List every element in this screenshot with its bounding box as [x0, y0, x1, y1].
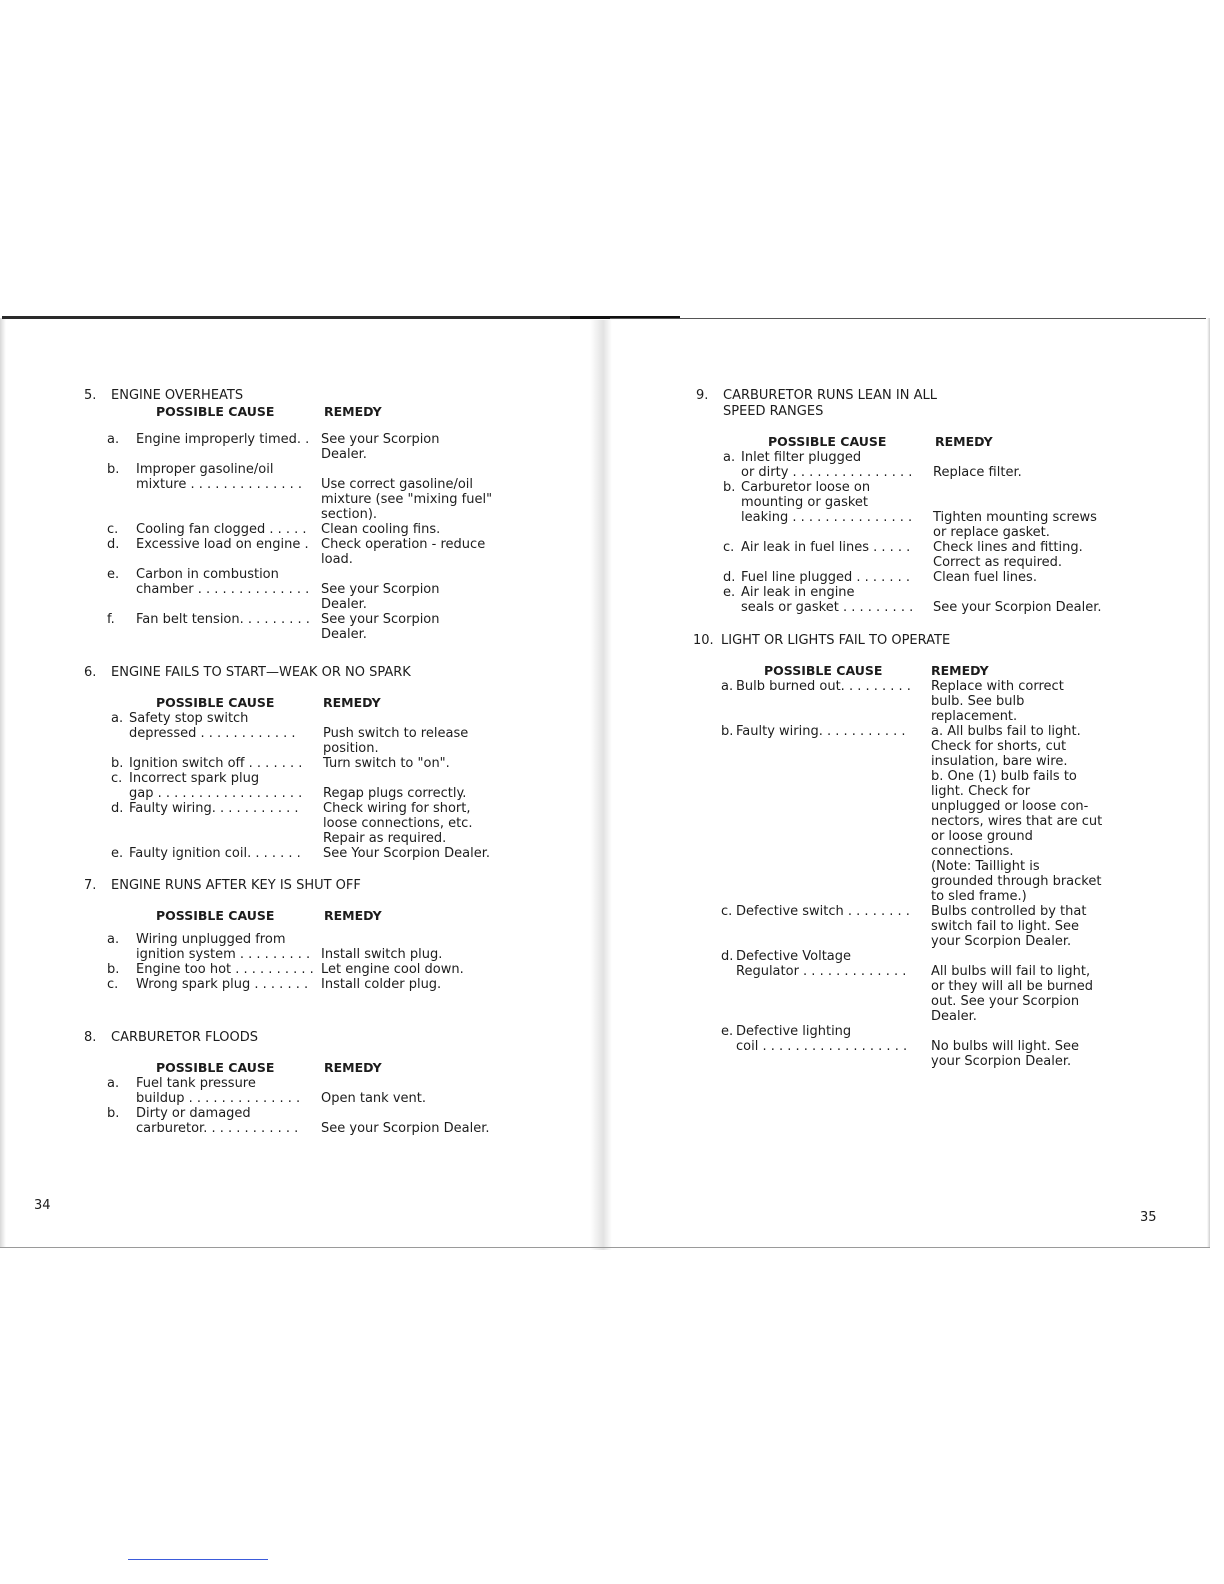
- remedy-text: [321, 1106, 490, 1136]
- troubleshooting-item: [693, 679, 1133, 724]
- item-letter: b.: [721, 724, 734, 739]
- cause-line: Ignition switch off . . . . . . .: [129, 756, 303, 771]
- troubleshooting-item: [84, 612, 524, 642]
- cause-line: depressed . . . . . . . . . . . .: [129, 726, 296, 741]
- cause-text: [136, 462, 302, 492]
- remedy-text: [321, 567, 440, 612]
- section-title-line2: SPEED RANGES: [723, 404, 824, 419]
- cause-text: [741, 570, 910, 585]
- section-6: [84, 665, 524, 861]
- remedy-header: REMEDY: [324, 908, 382, 923]
- cause-line: Fuel line plugged . . . . . . .: [741, 570, 911, 585]
- remedy-text: [321, 432, 440, 462]
- item-letter: c.: [107, 977, 119, 992]
- possible-cause-header: POSSIBLE CAUSE: [156, 404, 275, 419]
- remedy-line: position.: [323, 741, 379, 756]
- section-heading: [84, 1030, 524, 1046]
- spacer: [84, 420, 524, 432]
- item-letter: c.: [723, 540, 735, 555]
- remedy-line: Let engine cool down.: [321, 962, 464, 977]
- cause-text: [136, 567, 309, 597]
- remedy-line: [931, 949, 1093, 964]
- remedy-line: load.: [321, 552, 353, 567]
- item-letter: e.: [723, 585, 736, 600]
- remedy-line: Push switch to release: [323, 726, 469, 741]
- column-header-row: [84, 1060, 524, 1076]
- cause-line: buildup . . . . . . . . . . . . . .: [136, 1091, 301, 1106]
- remedy-line: [933, 480, 1097, 495]
- troubleshooting-item: [696, 570, 1136, 585]
- remedy-text: [931, 679, 1064, 724]
- item-letter: b.: [107, 462, 120, 477]
- section-number: 5.: [84, 388, 97, 403]
- section-7: [84, 878, 524, 992]
- possible-cause-header: POSSIBLE CAUSE: [764, 663, 883, 678]
- item-letter: d.: [111, 801, 124, 816]
- item-letter: d.: [107, 537, 120, 552]
- remedy-line: Replace with correct: [931, 679, 1064, 694]
- remedy-text: [323, 771, 466, 801]
- cause-text: [736, 1024, 907, 1054]
- section-title: CARBURETOR FLOODS: [111, 1030, 259, 1045]
- section-title: CARBURETOR RUNS LEAN IN ALL: [723, 388, 937, 403]
- remedy-line: Correct as required.: [933, 555, 1063, 570]
- remedy-line: or they will all be burned: [931, 979, 1093, 994]
- remedy-line: Check lines and fitting.: [933, 540, 1083, 555]
- troubleshooting-item: [84, 756, 524, 771]
- remedy-line: Clean cooling fins.: [321, 522, 441, 537]
- section-10: [693, 633, 1133, 1069]
- page-number-right: 35: [1140, 1210, 1157, 1225]
- bottom-rule: [0, 1247, 1210, 1248]
- cause-line: leaking . . . . . . . . . . . . . . .: [741, 510, 913, 525]
- remedy-text: [321, 462, 492, 522]
- cause-line: Cooling fan clogged . . . . .: [136, 522, 307, 537]
- cause-line: Wiring unplugged from: [136, 932, 286, 947]
- item-letter: d.: [723, 570, 736, 585]
- remedy-line: See Your Scorpion Dealer.: [323, 846, 491, 861]
- remedy-line: Bulbs controlled by that: [931, 904, 1087, 919]
- section-heading: [84, 665, 524, 681]
- remedy-line: Dealer.: [321, 597, 367, 612]
- top-rule-right: [610, 318, 1206, 319]
- cause-line: Fan belt tension. . . . . . . . .: [136, 612, 310, 627]
- possible-cause-header: POSSIBLE CAUSE: [156, 1060, 275, 1075]
- troubleshooting-item: [84, 1076, 524, 1106]
- cause-line: Safety stop switch: [129, 711, 249, 726]
- remedy-line: Install switch plug.: [321, 947, 443, 962]
- remedy-line: section).: [321, 507, 378, 522]
- cause-line: Air leak in fuel lines . . . . .: [741, 540, 911, 555]
- troubleshooting-item: [693, 949, 1133, 1024]
- remedy-line: or loose ground: [931, 829, 1033, 844]
- section-5: [84, 388, 524, 642]
- remedy-text: [323, 756, 450, 771]
- spacer: [84, 1046, 524, 1060]
- troubleshooting-item: [84, 537, 524, 567]
- section-title: ENGINE RUNS AFTER KEY IS SHUT OFF: [111, 878, 361, 893]
- cause-text: [741, 480, 912, 525]
- cause-text: [129, 846, 301, 861]
- item-letter: b.: [107, 1106, 120, 1121]
- item-letter: b.: [723, 480, 736, 495]
- section-heading: [84, 388, 524, 404]
- cause-line: Incorrect spark plug: [129, 771, 260, 786]
- cause-text: [736, 724, 906, 739]
- remedy-text: [321, 612, 440, 642]
- cause-line: Bulb burned out. . . . . . . . .: [736, 679, 911, 694]
- cause-line: Faulty wiring. . . . . . . . . . .: [736, 724, 906, 739]
- possible-cause-header: POSSIBLE CAUSE: [768, 434, 887, 449]
- spacer: [693, 649, 1133, 663]
- cause-text: [741, 540, 910, 555]
- troubleshooting-item: [693, 724, 1133, 904]
- remedy-header: REMEDY: [935, 434, 993, 449]
- remedy-text: [931, 1024, 1079, 1069]
- remedy-header: REMEDY: [931, 663, 989, 678]
- remedy-line: [931, 1024, 1079, 1039]
- section-title: LIGHT OR LIGHTS FAIL TO OPERATE: [721, 633, 951, 648]
- cause-text: [741, 450, 912, 480]
- remedy-line: [321, 1106, 490, 1121]
- remedy-line: Clean fuel lines.: [933, 570, 1037, 585]
- cause-line: Improper gasoline/oil: [136, 462, 274, 477]
- possible-cause-header: POSSIBLE CAUSE: [156, 695, 275, 710]
- remedy-line: Install colder plug.: [321, 977, 442, 992]
- troubleshooting-item: [693, 904, 1133, 949]
- remedy-text: [933, 480, 1097, 540]
- remedy-line: [933, 495, 1097, 510]
- remedy-line: switch fail to light. See: [931, 919, 1080, 934]
- column-header-row: [84, 404, 524, 420]
- remedy-text: [321, 932, 442, 962]
- cause-line: Defective lighting: [736, 1024, 852, 1039]
- remedy-line: or replace gasket.: [933, 525, 1050, 540]
- troubleshooting-item: [696, 585, 1136, 615]
- item-letter: c.: [721, 904, 733, 919]
- cause-text: [129, 756, 302, 771]
- cause-line: Defective switch . . . . . . . .: [736, 904, 910, 919]
- cause-line: Fuel tank pressure: [136, 1076, 256, 1091]
- remedy-line: [321, 932, 442, 947]
- section-number: 9.: [696, 388, 709, 403]
- remedy-line: nectors, wires that are cut: [931, 814, 1103, 829]
- remedy-line: [933, 585, 1102, 600]
- item-letter: b.: [111, 756, 124, 771]
- remedy-line: to sled frame.): [931, 889, 1027, 904]
- cause-line: Carbon in combustion: [136, 567, 279, 582]
- cause-text: [136, 522, 307, 537]
- section-number: 6.: [84, 665, 97, 680]
- section-title: ENGINE FAILS TO START—WEAK OR NO SPARK: [111, 665, 411, 680]
- item-letter: e.: [721, 1024, 734, 1039]
- cause-text: [129, 711, 296, 741]
- section-8: [84, 1030, 524, 1136]
- troubleshooting-item: [84, 462, 524, 522]
- cause-text: [736, 679, 911, 694]
- section-number: 8.: [84, 1030, 97, 1045]
- remedy-text: [321, 522, 440, 537]
- cause-line: Dirty or damaged: [136, 1106, 251, 1121]
- item-letter: c.: [107, 522, 119, 537]
- cause-line: Faulty ignition coil. . . . . . .: [129, 846, 301, 861]
- section-heading: [84, 878, 524, 894]
- section-number: 10.: [693, 633, 714, 648]
- cause-line: or dirty . . . . . . . . . . . . . . .: [741, 465, 913, 480]
- troubleshooting-item: [84, 977, 524, 992]
- cause-text: [129, 771, 302, 801]
- cause-line: gap . . . . . . . . . . . . . . . . . .: [129, 786, 303, 801]
- cause-line: Excessive load on engine .: [136, 537, 309, 552]
- remedy-line: bulb. See bulb: [931, 694, 1025, 709]
- top-rule-left: [2, 316, 610, 319]
- item-letter: a.: [111, 711, 124, 726]
- troubleshooting-item: [84, 1106, 524, 1136]
- remedy-line: insulation, bare wire.: [931, 754, 1068, 769]
- remedy-line: Check operation - reduce: [321, 537, 486, 552]
- item-letter: a.: [107, 432, 120, 447]
- remedy-line: your Scorpion Dealer.: [931, 934, 1072, 949]
- cause-text: [136, 537, 309, 552]
- remedy-line: Regap plugs correctly.: [323, 786, 467, 801]
- cause-line: Engine improperly timed. .: [136, 432, 310, 447]
- troubleshooting-item: [693, 1024, 1133, 1069]
- right-page-edge: [1207, 318, 1210, 1248]
- section-heading-line2: [696, 404, 1136, 420]
- remedy-line: b. One (1) bulb fails to: [931, 769, 1077, 784]
- remedy-line: Check for shorts, cut: [931, 739, 1067, 754]
- troubleshooting-item: [84, 801, 524, 846]
- cause-text: [136, 932, 310, 962]
- item-letter: d.: [721, 949, 734, 964]
- remedy-line: [323, 771, 466, 786]
- book-spine: [590, 320, 612, 1250]
- troubleshooting-item: [84, 522, 524, 537]
- remedy-line: [323, 711, 468, 726]
- remedy-line: [321, 462, 492, 477]
- troubleshooting-item: [84, 846, 524, 861]
- cause-text: [736, 949, 906, 979]
- remedy-line: See your Scorpion Dealer.: [321, 1121, 490, 1136]
- item-letter: a.: [107, 932, 120, 947]
- remedy-text: [933, 540, 1083, 570]
- remedy-line: (Note: Taillight is: [931, 859, 1040, 874]
- remedy-header: REMEDY: [324, 404, 382, 419]
- remedy-line: [321, 567, 440, 582]
- remedy-line: [933, 450, 1022, 465]
- troubleshooting-item: [696, 480, 1136, 540]
- remedy-header: REMEDY: [324, 1060, 382, 1075]
- cause-line: chamber . . . . . . . . . . . . . .: [136, 582, 310, 597]
- item-letter: a.: [721, 679, 734, 694]
- cause-line: Wrong spark plug . . . . . . .: [136, 977, 309, 992]
- cause-text: [741, 585, 913, 615]
- remedy-text: [321, 1076, 426, 1106]
- remedy-text: [931, 949, 1093, 1024]
- item-letter: a.: [723, 450, 736, 465]
- column-header-row: [696, 434, 1136, 450]
- remedy-line: out. See your Scorpion: [931, 994, 1080, 1009]
- remedy-text: [933, 570, 1037, 585]
- troubleshooting-item: [84, 567, 524, 612]
- column-header-row: [693, 663, 1133, 679]
- cause-line: Inlet filter plugged: [741, 450, 862, 465]
- remedy-line: unplugged or loose con-: [931, 799, 1089, 814]
- left-page-edge: [0, 318, 6, 1248]
- remedy-line: Repair as required.: [323, 831, 447, 846]
- remedy-text: [321, 537, 485, 567]
- cause-text: [136, 1106, 298, 1136]
- cause-line: ignition system . . . . . . . . .: [136, 947, 311, 962]
- remedy-line: connections.: [931, 844, 1014, 859]
- item-letter: f.: [107, 612, 115, 627]
- item-letter: c.: [111, 771, 123, 786]
- possible-cause-header: POSSIBLE CAUSE: [156, 908, 275, 923]
- remedy-text: [931, 904, 1086, 949]
- remedy-line: light. Check for: [931, 784, 1031, 799]
- cause-line: Defective Voltage: [736, 949, 852, 964]
- cause-line: mounting or gasket: [741, 495, 869, 510]
- item-letter: e.: [107, 567, 120, 582]
- item-letter: e.: [111, 846, 124, 861]
- cause-line: mixture . . . . . . . . . . . . . .: [136, 477, 303, 492]
- cause-line: Air leak in engine: [741, 585, 855, 600]
- remedy-line: Replace filter.: [933, 465, 1022, 480]
- cause-text: [136, 432, 309, 447]
- cause-line: Carburetor loose on: [741, 480, 871, 495]
- remedy-line: Open tank vent.: [321, 1091, 426, 1106]
- cause-line: carburetor. . . . . . . . . . . .: [136, 1121, 299, 1136]
- remedy-text: [321, 977, 441, 992]
- remedy-line: See your Scorpion: [321, 582, 440, 597]
- remedy-line: [321, 1076, 426, 1091]
- troubleshooting-item: [84, 932, 524, 962]
- remedy-header: REMEDY: [323, 695, 381, 710]
- remedy-text: [323, 846, 490, 861]
- section-heading: [696, 388, 1136, 404]
- remedy-line: See your Scorpion: [321, 612, 440, 627]
- remedy-line: Dealer.: [321, 627, 367, 642]
- cause-text: [129, 801, 299, 816]
- column-header-row: [84, 908, 524, 924]
- section-9: [696, 388, 1136, 615]
- remedy-line: No bulbs will light. See: [931, 1039, 1079, 1054]
- troubleshooting-item: [84, 432, 524, 462]
- cause-line: seals or gasket . . . . . . . . .: [741, 600, 914, 615]
- remedy-line: Dealer.: [321, 447, 367, 462]
- remedy-line: See your Scorpion: [321, 432, 440, 447]
- remedy-line: Use correct gasoline/oil: [321, 477, 474, 492]
- cause-text: [736, 904, 910, 919]
- cause-line: coil . . . . . . . . . . . . . . . . . .: [736, 1039, 908, 1054]
- item-letter: b.: [107, 962, 120, 977]
- remedy-line: Check wiring for short,: [323, 801, 471, 816]
- remedy-text: [323, 801, 472, 846]
- cause-line: Faulty wiring. . . . . . . . . . .: [129, 801, 299, 816]
- remedy-text: [933, 450, 1022, 480]
- remedy-line: loose connections, etc.: [323, 816, 473, 831]
- remedy-line: replacement.: [931, 709, 1018, 724]
- column-header-row: [84, 695, 524, 711]
- remedy-text: [933, 585, 1102, 615]
- remedy-line: a. All bulbs fail to light.: [931, 724, 1081, 739]
- spacer: [84, 681, 524, 695]
- remedy-text: [321, 962, 464, 977]
- item-letter: a.: [107, 1076, 120, 1091]
- remedy-line: All bulbs will fail to light,: [931, 964, 1091, 979]
- remedy-text: [931, 724, 1102, 904]
- cause-line: Regulator . . . . . . . . . . . . .: [736, 964, 907, 979]
- cause-text: [136, 1076, 300, 1106]
- troubleshooting-item: [84, 962, 524, 977]
- remedy-line: mixture (see "mixing fuel": [321, 492, 493, 507]
- spacer: [84, 894, 524, 908]
- section-heading: [693, 633, 1133, 649]
- remedy-line: grounded through bracket: [931, 874, 1102, 889]
- remedy-line: See your Scorpion Dealer.: [933, 600, 1102, 615]
- cause-text: [136, 977, 308, 992]
- cause-text: [136, 962, 314, 977]
- blue-underline: [128, 1559, 268, 1560]
- troubleshooting-item: [696, 540, 1136, 570]
- cause-text: [136, 612, 310, 627]
- troubleshooting-item: [696, 450, 1136, 480]
- section-title: ENGINE OVERHEATS: [111, 388, 244, 403]
- troubleshooting-item: [84, 771, 524, 801]
- remedy-line: Tighten mounting screws: [933, 510, 1097, 525]
- remedy-line: Dealer.: [931, 1009, 977, 1024]
- remedy-line: Turn switch to "on".: [323, 756, 450, 771]
- troubleshooting-item: [84, 711, 524, 756]
- cause-line: Engine too hot . . . . . . . . . .: [136, 962, 314, 977]
- section-number: 7.: [84, 878, 97, 893]
- remedy-text: [323, 711, 468, 756]
- page-number-left: 34: [34, 1198, 51, 1213]
- spacer: [84, 924, 524, 932]
- spacer: [696, 420, 1136, 434]
- remedy-line: your Scorpion Dealer.: [931, 1054, 1072, 1069]
